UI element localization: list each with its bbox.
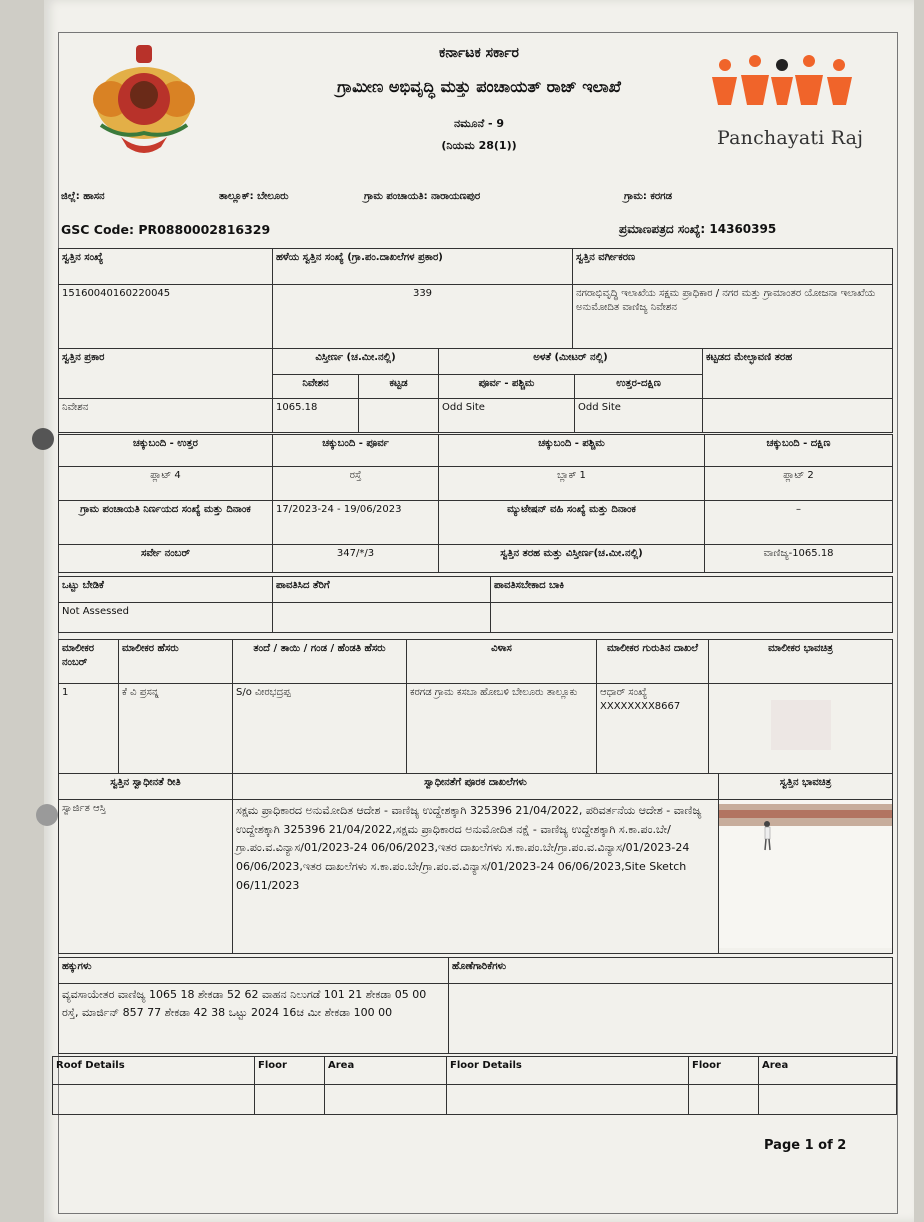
dimensions-table — [58, 348, 893, 433]
acquisition-docs-label: ಸ್ವಾಧೀನತೆಗೆ ಪೂರಕ ದಾಖಲೆಗಳು — [233, 774, 719, 800]
area-label: ವಿಸ್ತೀರ್ಣ (ಚ.ಮೀ.ನಲ್ಲಿ) — [273, 349, 439, 375]
rights-table — [58, 957, 893, 1054]
boundaries-table — [58, 434, 893, 573]
survey-no-label: ಸರ್ವೇ ನಂಬರ್ — [59, 545, 273, 573]
area-cell-2 — [759, 1085, 897, 1115]
owner-id — [597, 684, 709, 774]
south-boundary-label: ಚಕ್ಕುಬಂದಿ - ದಕ್ಷಿಣ — [705, 435, 893, 467]
roof-details-cell — [53, 1085, 255, 1115]
owner-id-number: XXXXXXXX8667 — [600, 700, 681, 712]
property-no-label: ಸ್ವತ್ತಿನ ಸಂಖ್ಯೆ — [59, 249, 273, 285]
panchayati-raj-logo — [707, 47, 867, 165]
document-page — [44, 0, 914, 1222]
owner-address: ಕರಗಡ ಗ್ರಾಮ ಕಸಬಾ ಹೋಬಳಿ ಬೇಲೂರು ತಾಲ್ಲೂಕು — [407, 684, 597, 774]
north-boundary: ಪ್ಲಾಟ್ 4 — [59, 467, 273, 501]
owner-table — [58, 639, 893, 774]
property-table — [58, 248, 893, 349]
relation-label: ತಂದೆ / ತಾಯಿ / ಗಂಡ / ಹೆಂಡತಿ ಹೆಸರು — [233, 640, 407, 684]
punch-hole — [32, 428, 54, 450]
area-col-label-2: Area — [759, 1057, 897, 1085]
district: ಜಿಲ್ಲೆ: ಹಾಸನ — [61, 191, 105, 202]
floor-label: Floor — [255, 1057, 325, 1085]
page-number: Page 1 of 2 — [764, 1138, 847, 1153]
roof-details-label: Roof Details — [53, 1057, 255, 1085]
acquisition-table — [58, 773, 893, 954]
floor-details-label: Floor Details — [447, 1057, 689, 1085]
owner-no: 1 — [59, 684, 119, 774]
site-area: 1065.18 — [273, 399, 359, 433]
east-boundary: ರಸ್ತೆ — [273, 467, 439, 501]
panchayati-raj-figures-icon — [707, 47, 857, 117]
property-type-label: ಸ್ವತ್ತಿನ ಪ್ರಕಾರ — [59, 349, 273, 399]
owner-photo-label: ಮಾಲೀಕರ ಭಾವಚಿತ್ರ — [709, 640, 893, 684]
rights-label: ಹಕ್ಕುಗಳು — [59, 958, 449, 984]
tax-paid-label: ಪಾವತಿಸಿದ ತೆರಿಗೆ — [273, 577, 491, 603]
measurement-label: ಅಳತೆ (ಮೀಟರ್ ನಲ್ಲಿ) — [439, 349, 703, 375]
liabilities-label: ಹೊಣೆಗಾರಿಕೆಗಳು — [449, 958, 893, 984]
logo-text: Panchayati Raj — [717, 127, 864, 149]
acquisition-mode: ಸ್ವಾರ್ಜಿತ ಆಸ್ತಿ — [59, 800, 233, 954]
owner-photo — [709, 684, 893, 774]
property-no: 15160040160220045 — [59, 285, 273, 349]
old-property-no-label: ಹಳೆಯ ಸ್ವತ್ತಿನ ಸಂಖ್ಯೆ (ಗ್ರಾ.ಪಂ.ದಾಖಲೆಗಳ ಪ್ರಕಾರ) — [273, 249, 573, 285]
mutation-label: ಮ್ಯುಟೇಷನ್ ವಹಿ ಸಂಖ್ಯೆ ಮತ್ತು ದಿನಾಂಕ — [439, 501, 705, 545]
liabilities — [449, 984, 893, 1054]
roof-type-label: ಕಟ್ಟಡದ ಮೇಲ್ಛಾವಣಿ ತರಹ — [703, 349, 893, 399]
building-label: ಕಟ್ಟಡ — [359, 375, 439, 399]
area-cell — [325, 1085, 447, 1115]
owner-name-label: ಮಾಲೀಕರ ಹೆಸರು — [119, 640, 233, 684]
classification-label: ಸ್ವತ್ತಿನ ವರ್ಗೀಕರಣ — [573, 249, 893, 285]
gram-panchayat: ಗ್ರಾಮ ಪಂಚಾಯತಿ: ನಾರಾಯಣಪುರ — [364, 191, 481, 202]
survey-no: 347/*/3 — [273, 545, 439, 573]
total-demand: Not Assessed — [59, 603, 273, 633]
total-demand-label: ಒಟ್ಟು ಬೇಡಿಕೆ — [59, 577, 273, 603]
department-title: ಗ್ರಾಮೀಣ ಅಭಿವೃದ್ಧಿ ಮತ್ತು ಪಂಚಾಯತ್ ರಾಜ್ ಇಲಾಖೆ — [337, 77, 621, 96]
classification: ನಗರಾಭಿವೃದ್ಧಿ ಇಲಾಖೆಯ ಸಕ್ಷಮ ಪ್ರಾಧಿಕಾರ / ನಗರ ಮತ್ತು ಗ್ರಾಮಾಂತರ ಯೋಜನಾ ಇಲಾಖೆಯ ಅನುಮೋದಿತ ವಾಣಿಜ್ಯ ನಿವೇಶನ — [573, 285, 893, 349]
building-area — [359, 399, 439, 433]
north-boundary-label: ಚಕ್ಕುಬಂದಿ - ಉತ್ತರ — [59, 435, 273, 467]
rights: ವ್ಯವಸಾಯೇತರ ವಾಣಿಜ್ಯ 1065 18 ಶೇಕಡಾ 52 62 ವಾಹನ ನಿಲುಗಡೆ 101 21 ಶೇಕಡಾ 05 00 ರಸ್ತೆ, ಮಾರ್ಜಿನ್ 857 77 ಶೇಕಡಾ 42 38 ಒಟ್ಟು 2024 16ಚ ಮೀ ಶೇಕಡಾ 100 00 — [59, 984, 449, 1054]
address-label: ವಿಳಾಸ — [407, 640, 597, 684]
karnataka-emblem-icon — [81, 41, 207, 159]
tax-due-label: ಪಾವತಿಸಬೇಕಾದ ಬಾಕಿ — [491, 577, 893, 603]
tax-table — [58, 576, 893, 633]
floor-details-cell — [447, 1085, 689, 1115]
area-col-label: Area — [325, 1057, 447, 1085]
west-boundary-label: ಚಕ್ಕುಬಂದಿ - ಪಶ್ಚಿಮ — [439, 435, 705, 467]
owner-no-label: ಮಾಲೀಕರ ನಂಬರ್ — [59, 640, 119, 684]
taluk: ತಾಲ್ಲೂಕ್: ಬೇಲೂರು — [219, 191, 289, 202]
village: ಗ್ರಾಮ: ಕರಗಡ — [624, 191, 672, 202]
mutation: – — [705, 501, 893, 545]
floor-cell-2 — [689, 1085, 759, 1115]
floor-details-table — [52, 1056, 897, 1115]
resolution-label: ಗ್ರಾಮ ಪಂಚಾಯತಿ ನಿರ್ಣಯದ ಸಂಖ್ಯೆ ಮತ್ತು ದಿನಾಂಕ — [59, 501, 273, 545]
north-south-label: ಉತ್ತರ-ದಕ್ಷಿಣ — [575, 375, 703, 399]
tax-paid — [273, 603, 491, 633]
tax-due — [491, 603, 893, 633]
rule-number: (ನಿಯಮ 28(1)) — [441, 139, 517, 152]
acquisition-docs: ಸಕ್ಷಮ ಪ್ರಾಧಿಕಾರದ ಅನುಮೋದಿತ ಆದೇಶ - ವಾಣಿಜ್ಯ ಉದ್ದೇಶಕ್ಕಾಗಿ 325396 21/04/2022, ಪರಿವರ್ತನೆಯ ಆದೇಶ - ವಾಣಿಜ್ಯ ಉದ್ದೇಶಕ್ಕಾಗಿ 325396 21/04/2022,ಸಕ್ಷಮ ಪ್ರಾಧಿಕಾರದ ಅನುಮೋದಿತ ನಕ್ಷೆ - ವಾಣಿಜ್ಯ ಉದ್ದೇಶಕ್ಕಾಗಿ ಸ.ಕಾ.ಪಂ.ಬೇ/ಗ್ರಾ.ಪಂ.ವ.ವಿನ್ಯಾಸ/01/2023-24 06/06/2023,ಇತರ ದಾಖಲೆಗಳು ಸ.ಕಾ.ಪಂ.ಬೇ/ಗ್ರಾ.ಪಂ.ವ.ವಿನ್ಯಾಸ/01/2023-24 06/06/2023,ಇತರ ದಾಖಲೆಗಳು ಸ.ಕಾ.ಪಂ.ಬೇ/ಗ್ರಾ.ಪಂ.ವ.ವಿನ್ಯಾಸ/01/2023-24 06/06/2023,Site Sketch 06/11/2023 — [233, 800, 719, 954]
roof-type — [703, 399, 893, 433]
property-area-label: ಸ್ವತ್ತಿನ ತರಹ ಮತ್ತು ವಿಸ್ತೀರ್ಣ(ಚ.ಮೀ.ನಲ್ಲಿ) — [439, 545, 705, 573]
owner-relation: S/o ವೀರಭದ್ರಪ್ಪ — [233, 684, 407, 774]
property-type: ನಿವೇಶನ — [59, 399, 273, 433]
property-photo-label: ಸ್ವತ್ತಿನ ಭಾವಚಿತ್ರ — [719, 774, 893, 800]
site-label: ನಿವೇಶನ — [273, 375, 359, 399]
property-photo-image — [719, 800, 893, 948]
old-property-no: 339 — [273, 285, 573, 349]
owner-photo-placeholder — [771, 700, 831, 750]
owner-name: ಕೆ ವಿ ಪ್ರಸನ್ನ — [119, 684, 233, 774]
gsc-code: GSC Code: PR0880002816329 — [61, 222, 271, 237]
north-south: Odd Site — [575, 399, 703, 433]
south-boundary: ಪ್ಲಾಟ್ 2 — [705, 467, 893, 501]
acquisition-mode-label: ಸ್ವತ್ತಿನ ಸ್ವಾಧೀನತೆ ರೀತಿ — [59, 774, 233, 800]
resolution: 17/2023-24 - 19/06/2023 — [273, 501, 439, 545]
owner-id-label: ಮಾಲೀಕರ ಗುರುತಿನ ದಾಖಲೆ — [597, 640, 709, 684]
govt-title: ಕರ್ನಾಟಕ ಸರ್ಕಾರ — [439, 45, 519, 61]
east-west: Odd Site — [439, 399, 575, 433]
punch-hole-2 — [36, 804, 58, 826]
east-boundary-label: ಚಕ್ಕುಬಂದಿ - ಪೂರ್ವ — [273, 435, 439, 467]
form-number: ನಮೂನೆ - 9 — [453, 117, 505, 130]
floor-cell — [255, 1085, 325, 1115]
property-area: ವಾಣಿಜ್ಯ-1065.18 — [705, 545, 893, 573]
property-photo — [719, 800, 893, 954]
east-west-label: ಪೂರ್ವ - ಪಶ್ಚಿಮ — [439, 375, 575, 399]
owner-id-type: ಆಧಾರ್ ಸಂಖ್ಯೆ — [600, 687, 648, 698]
certificate-number: ಪ್ರಮಾಣಪತ್ರದ ಸಂಖ್ಯೆ: 14360395 — [619, 222, 777, 236]
west-boundary: ಬ್ಲಾಕ್ 1 — [439, 467, 705, 501]
floor-label-2: Floor — [689, 1057, 759, 1085]
